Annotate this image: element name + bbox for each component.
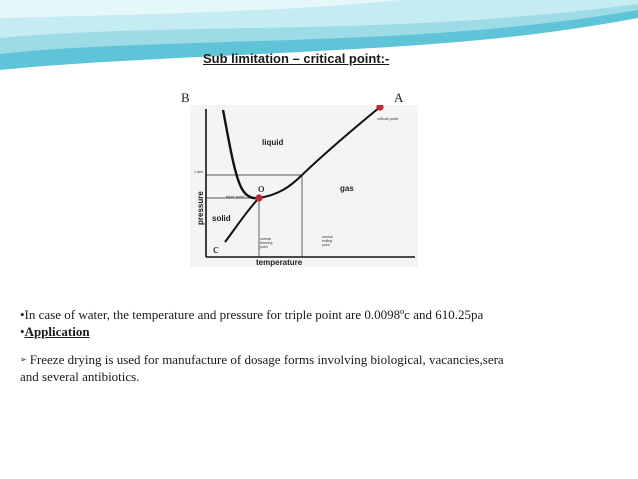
freeze-drying-text-line1: Freeze drying is used for manufacture of dosage forms involving biological, vacancies,sera bbox=[29, 352, 504, 367]
label-b: B bbox=[181, 90, 190, 105]
solid-region-label: solid bbox=[212, 214, 231, 223]
application-label: Application bbox=[24, 324, 90, 339]
label-c: c bbox=[213, 241, 219, 256]
critical-point-label: critical point bbox=[377, 116, 399, 121]
slide-title: Sub limitation – critical point:- bbox=[203, 51, 390, 66]
diagram-background bbox=[190, 105, 418, 267]
triple-point-label: triple point bbox=[226, 194, 245, 199]
liquid-region-label: liquid bbox=[262, 138, 284, 147]
bullet-dot: • bbox=[20, 324, 25, 339]
svg-text:freezing: freezing bbox=[260, 241, 273, 245]
phase-diagram bbox=[190, 105, 418, 267]
svg-text:normal: normal bbox=[260, 237, 271, 241]
pressure-axis-label: pressure bbox=[196, 191, 205, 225]
freeze-drying-text-line2: and several antibiotics. bbox=[20, 369, 140, 384]
svg-text:normal: normal bbox=[322, 235, 333, 239]
gas-region-label: gas bbox=[340, 184, 354, 193]
water-triple-point-note: •In case of water, the temperature and pressure for triple point are 0.0098ºc and 610.25pa bbox=[20, 307, 484, 322]
header-wave-banner bbox=[0, 0, 638, 80]
svg-text:boiling: boiling bbox=[322, 239, 333, 243]
arrow-bullet-icon: ➢ bbox=[20, 355, 27, 364]
one-atm-label: 1 atm bbox=[194, 170, 203, 174]
content-bullets bbox=[20, 306, 630, 385]
freeze-drying-item bbox=[20, 351, 630, 368]
label-o: o bbox=[258, 180, 265, 195]
svg-text:point: point bbox=[322, 243, 330, 247]
temperature-axis-label: temperature bbox=[256, 258, 303, 267]
svg-text:point: point bbox=[260, 245, 268, 249]
label-a: A bbox=[394, 90, 404, 105]
application-heading bbox=[20, 323, 630, 340]
